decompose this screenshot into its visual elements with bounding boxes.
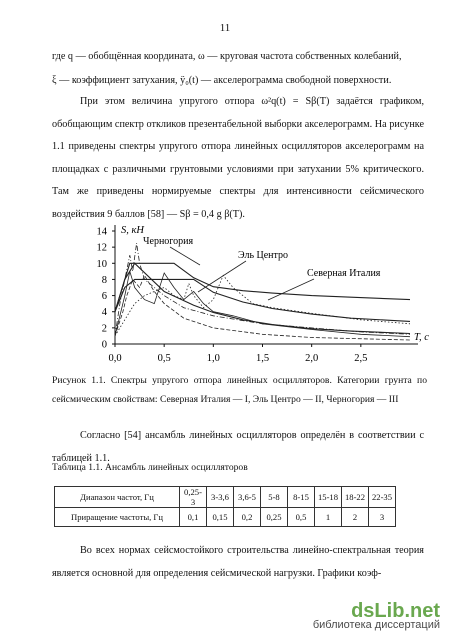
spectrum-line-5 — [115, 275, 410, 340]
x-tick-label: 0,0 — [108, 353, 122, 364]
y-tick-label: 2 — [101, 323, 107, 335]
series-annotation: Черногория — [143, 236, 194, 247]
x-tick-label: 2,5 — [354, 353, 368, 364]
annotation-leader — [170, 247, 200, 265]
table-cell: 22-35 — [369, 487, 396, 508]
table-cell: 8-15 — [288, 487, 315, 508]
x-tick-label: 2,0 — [305, 353, 319, 364]
table-cell: 0,15 — [207, 508, 234, 527]
table-cell: 1 — [315, 508, 342, 527]
table-cell: 0,25-3 — [180, 487, 207, 508]
figure-caption: Рисунок 1.1. Спектры упругого отпора линейных осцилляторов. Категории грунта по сейсмическим свойствам: Северная Италия — I, Эль Центро — II, Черногория — III — [52, 375, 427, 405]
table-cell: 5-8 — [261, 487, 288, 508]
table-cell: 15-18 — [315, 487, 342, 508]
table-cell: 2 — [342, 508, 369, 527]
table-title: Таблица 1.1. Ансамбль линейных осцилляторов — [52, 462, 248, 473]
table-cell: 0,2 — [234, 508, 261, 527]
x-tick-label: 1,0 — [206, 353, 220, 364]
y-tick-label: 12 — [96, 242, 107, 254]
logo-main: dsLib — [351, 600, 405, 622]
spectrum-line-2 — [115, 279, 410, 321]
annotation-leader — [268, 279, 314, 300]
paragraph-spectra: При этом величина упругого отпора ω²q(t) = Sβ(T) задаётся графиком, обобщающим спектр откликов презентабельной выборки акселерограмм. На рисунке 1.1 приведены спектры упругого отпора линейных осцилляторов акселерограмм на площадках с различными грунтовыми условиями при затухании 5% критического. Там же приведены нормируемые спектры для интенсивности сейсмического воздействия 9 баллов [58] — Sβ = 0,4 g β(T). — [52, 96, 424, 220]
x-tick-label: 1,5 — [255, 353, 270, 364]
table-row-label: Приращение частоты, Гц — [55, 508, 180, 527]
table-row — [55, 508, 396, 527]
y-tick-label: 0 — [101, 339, 107, 351]
watermark-subtitle: библиотека диссертаций — [312, 619, 440, 631]
table-cell: 3 — [369, 508, 396, 527]
oscillator-table — [54, 486, 396, 527]
table-cell: 3,6-5 — [234, 487, 261, 508]
series-annotation: Эль Центро — [238, 250, 289, 261]
watermark — [313, 600, 440, 631]
x-axis-label: T, с — [414, 332, 429, 343]
table-cell: 0,5 — [288, 508, 315, 527]
y-tick-label: 8 — [101, 274, 107, 286]
paragraph-norms: Во всех нормах сейсмостойкого строительства линейно-спектральная теория является основной для определения сейсмической нагрузки. Графики коэф- — [52, 545, 424, 579]
y-tick-label: 4 — [101, 307, 107, 319]
table-cell: 3-3,6 — [207, 487, 234, 508]
x-tick-label: 0,5 — [157, 353, 171, 364]
y-tick-label: 6 — [101, 291, 107, 303]
spectrum-line-6 — [115, 275, 410, 336]
paragraph-ensemble: Согласно [54] ансамбль линейных осцилляторов определён в соответствии с таблицей 1.1. — [52, 430, 424, 464]
y-tick-label: 10 — [96, 258, 107, 270]
intro-line-1: где q — обобщённая координата, ω — круговая частота собственных колебаний, — [52, 51, 402, 62]
spectrum-line-7 — [115, 271, 410, 336]
y-axis-label: S, кН — [121, 225, 144, 236]
table-cell: 0,25 — [261, 508, 288, 527]
table-row — [55, 487, 396, 508]
table-cell: 18-22 — [342, 487, 369, 508]
intro-line-2: ξ — коэффициент затухания, ÿ₀(t) — акселерограмма свободной поверхности. — [52, 75, 392, 86]
logo-tld: .net — [404, 600, 440, 622]
table-cell: 0,1 — [180, 508, 207, 527]
table-row-label: Диапазон частот, Гц — [55, 487, 180, 508]
page-number: 11 — [219, 22, 231, 34]
y-tick-label: 14 — [96, 226, 107, 238]
series-annotation: Северная Италия — [307, 268, 381, 279]
